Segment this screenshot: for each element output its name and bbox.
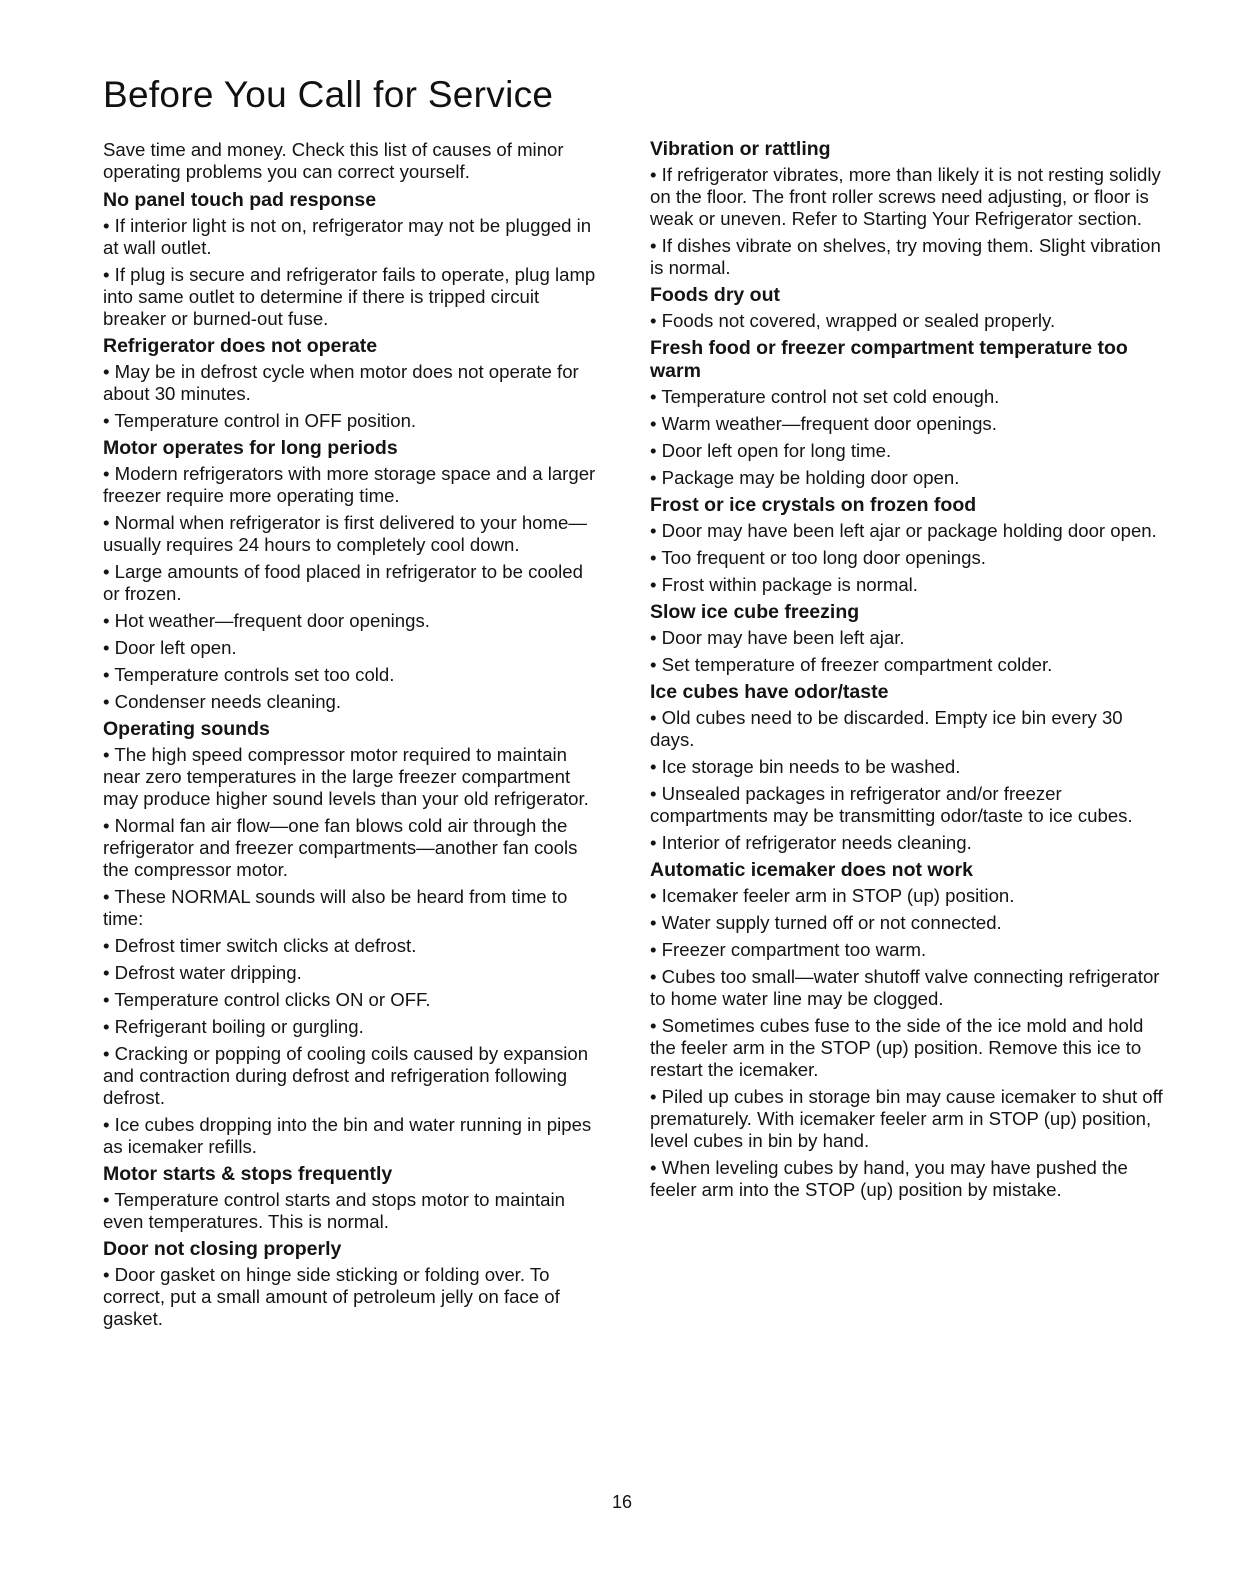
section-heading: Motor starts & stops frequently <box>103 1163 393 1185</box>
bullet-item: • Temperature control in OFF position. <box>103 410 417 431</box>
section-door-not-closing-properly <box>103 1238 603 1330</box>
bullet-item: • Door left open for long time. <box>650 440 892 461</box>
section-automatic-icemaker-does-not-work <box>650 859 1165 1201</box>
right-column <box>650 138 1165 1206</box>
section-heading: Motor operates for long periods <box>103 437 398 459</box>
bullet-item: • Unsealed packages in refrigerator and/or freezer compartments may be transmitting odor/taste to ice cubes. <box>650 783 1133 826</box>
bullet-item: • Ice cubes dropping into the bin and water running in pipes as icemaker refills. <box>103 1114 592 1157</box>
section-heading: Refrigerator does not operate <box>103 335 378 357</box>
section-refrigerator-does-not-operate <box>103 335 603 432</box>
bullet-item: • Interior of refrigerator needs cleaning. <box>650 832 972 853</box>
left-column <box>103 139 603 1335</box>
bullet-item: • Refrigerant boiling or gurgling. <box>103 1016 364 1037</box>
section-operating-sounds <box>103 718 603 1158</box>
bullet-item: • Water supply turned off or not connected. <box>650 912 1002 933</box>
section-motor-operates-for-long-periods <box>103 437 603 713</box>
bullet-item: • If dishes vibrate on shelves, try moving them. Slight vibration is normal. <box>650 235 1161 278</box>
bullet-item: • Door left open. <box>103 637 237 658</box>
section-no-panel-touch-pad-response <box>103 189 603 330</box>
section-frost-or-ice-crystals-on-frozen-food <box>650 494 1165 596</box>
section-fresh-food-or-freezer-compartment-temperature-too-warm <box>650 337 1165 489</box>
bullet-item: • Freezer compartment too warm. <box>650 939 927 960</box>
bullet-item: • Set temperature of freezer compartment colder. <box>650 654 1053 675</box>
section-motor-starts-stops-frequently <box>103 1163 603 1233</box>
bullet-item: • Sometimes cubes fuse to the side of the ice mold and hold the feeler arm in the STOP (up) position. Remove this ice to restart the icemaker. <box>650 1015 1144 1080</box>
page-number: 16 <box>611 1492 633 1512</box>
bullet-item: • Modern refrigerators with more storage space and a larger freezer require more operating time. <box>103 463 596 506</box>
bullet-item: • Foods not covered, wrapped or sealed properly. <box>650 310 1056 331</box>
bullet-item: • When leveling cubes by hand, you may have pushed the feeler arm into the STOP (up) position by mistake. <box>650 1157 1128 1200</box>
bullet-item: • Hot weather—frequent door openings. <box>103 610 430 631</box>
bullet-item: • Temperature control clicks ON or OFF. <box>103 989 431 1010</box>
bullet-item: • Package may be holding door open. <box>650 467 960 488</box>
bullet-item: • Large amounts of food placed in refrigerator to be cooled or frozen. <box>103 561 583 604</box>
bullet-item: • Warm weather—frequent door openings. <box>650 413 997 434</box>
bullet-item: • Piled up cubes in storage bin may cause icemaker to shut off prematurely. With icemaker feeler arm in STOP (up) position, level cubes in bin by hand. <box>650 1086 1163 1151</box>
section-heading: Door not closing properly <box>103 1238 342 1260</box>
bullet-item: • Defrost water dripping. <box>103 962 302 983</box>
section-heading: Slow ice cube freezing <box>650 601 860 623</box>
bullet-item: • Frost within package is normal. <box>650 574 918 595</box>
bullet-item: • Temperature control not set cold enough. <box>650 386 1000 407</box>
bullet-item: • Door may have been left ajar. <box>650 627 905 648</box>
bullet-item: • Too frequent or too long door openings. <box>650 547 986 568</box>
section-foods-dry-out <box>650 284 1165 332</box>
bullet-item: • These NORMAL sounds will also be heard from time to time: <box>103 886 568 929</box>
bullet-item: • The high speed compressor motor required to maintain near zero temperatures in the large freezer compartment may produce higher sound levels than your old refrigerator. <box>103 744 589 809</box>
bullet-item: • If refrigerator vibrates, more than likely it is not resting solidly on the floor. The front roller screws need adjusting, or floor is weak or uneven. Refer to Starting Your Refrigerator section. <box>650 164 1161 229</box>
bullet-item: • Door gasket on hinge side sticking or folding over. To correct, put a small amount of petroleum jelly on face of gasket. <box>103 1264 560 1329</box>
section-ice-cubes-have-odor-taste <box>650 681 1165 854</box>
bullet-item: • Defrost timer switch clicks at defrost. <box>103 935 417 956</box>
bullet-item: • Old cubes need to be discarded. Empty ice bin every 30 days. <box>650 707 1123 750</box>
bullet-item: • Temperature control starts and stops motor to maintain even temperatures. This is normal. <box>103 1189 565 1232</box>
bullet-item: • Normal fan air flow—one fan blows cold air through the refrigerator and freezer compartments—another fan cools the compressor motor. <box>103 815 578 880</box>
section-heading: Vibration or rattling <box>650 138 831 160</box>
bullet-item: • If interior light is not on, refrigerator may not be plugged in at wall outlet. <box>103 215 592 258</box>
section-heading: Operating sounds <box>103 718 270 740</box>
section-heading: No panel touch pad response <box>103 189 377 211</box>
bullet-item: • Cracking or popping of cooling coils caused by expansion and contraction during defrost and refrigeration following defrost. <box>103 1043 589 1108</box>
section-heading: Frost or ice crystals on frozen food <box>650 494 977 516</box>
bullet-item: • Cubes too small—water shutoff valve connecting refrigerator to home water line may be clogged. <box>650 966 1160 1009</box>
page-title: Before You Call for Service <box>103 74 554 115</box>
intro-text: Save time and money. Check this list of causes of minor operating problems you can correct yourself. <box>103 139 564 182</box>
bullet-item: • Temperature controls set too cold. <box>103 664 395 685</box>
bullet-item: • May be in defrost cycle when motor does not operate for about 30 minutes. <box>103 361 579 404</box>
section-heading: Fresh food or freezer compartment temperature too warm <box>650 337 1128 382</box>
bullet-item: • Ice storage bin needs to be washed. <box>650 756 961 777</box>
section-heading: Foods dry out <box>650 284 780 306</box>
bullet-item: • Icemaker feeler arm in STOP (up) position. <box>650 885 1015 906</box>
bullet-item: • If plug is secure and refrigerator fails to operate, plug lamp into same outlet to determine if there is tripped circuit breaker or burned-out fuse. <box>103 264 596 329</box>
section-slow-ice-cube-freezing <box>650 601 1165 676</box>
bullet-item: • Door may have been left ajar or package holding door open. <box>650 520 1157 541</box>
section-heading: Ice cubes have odor/taste <box>650 681 889 703</box>
section-heading: Automatic icemaker does not work <box>650 859 973 881</box>
section-vibration-or-rattling <box>650 138 1165 279</box>
bullet-item: • Normal when refrigerator is first delivered to your home—usually requires 24 hours to completely cool down. <box>103 512 587 555</box>
bullet-item: • Condenser needs cleaning. <box>103 691 342 712</box>
